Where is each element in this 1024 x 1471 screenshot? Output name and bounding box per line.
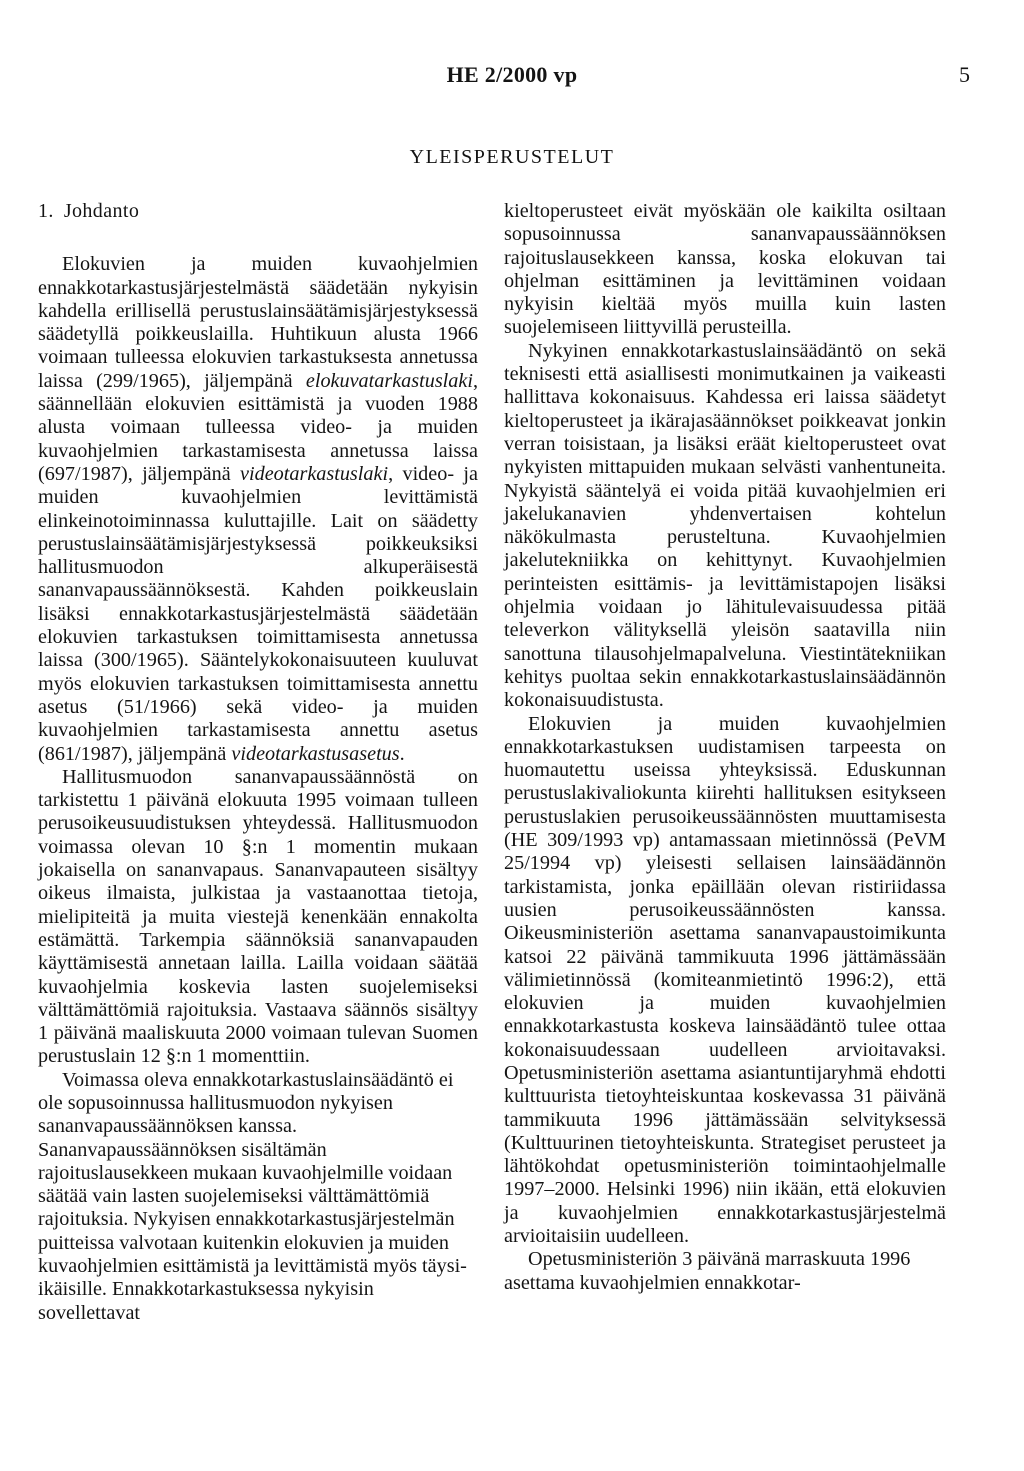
paragraph-text: , video- ja muiden kuvaohjelmien levittämistä elinkeinotoiminnassa kuluttajille. Lait on säädetty perustuslainsäätämisjärjestyksessä poikkeuksiksi hallitusmuodon alkuperäisestä sananvapaussäännöksestä. Kahden poikkeuslain lisäksi ennakkotarkastusjärjestelmästä säädetään elokuvien tarkastuksen toimittamisesta annetussa laissa (300/1965). Sääntelykokonaisuuteen kuuluvat myös elokuvien tarkastuksen toimittamisesta annettu asetus (51/1966) sekä video- ja muiden kuvaohjelmien tarkastamisesta annettu asetus (861/1987), jäljempänä	[38, 462, 478, 765]
defined-term-videotarkastuslaki: videotarkastuslaki	[240, 462, 389, 485]
paragraph-text: , säännellään elokuvien esittämistä ja vuoden 1988 alusta voimaan tulleessa video- ja muiden kuvaohjelmien tarkastamisesta annetussa laissa (697/1987), jäljempänä	[38, 369, 478, 485]
paragraph-uudistaminen: Elokuvien ja muiden kuvaohjelmien ennakkotarkastuksen uudistamisen tarpeesta on huomautettu useissa yhteyksissä. Eduskunnan perustuslakivaliokunta kiirehti hallituksen esitykseen perustuslakien perusoikeussäännösten muuttamisesta (HE 309/1993 vp) antamassaan mietinnössä (PeVM 25/1994 vp) yleisesti sellaisen lainsäädännön tarkistamista, jonka epäillään olevan ristiriidassa uusien perusoikeussäännösten kanssa. Oikeusministeriön asettama sananvapaustoimikunta katsoi 22 päivänä tammikuuta 1996 jättämässään välimietinnössä (komiteanmietintö 1996:2), että elokuvien ja muiden kuvaohjelmien ennakkotarkastusta koskeva lainsäädäntö tulee ottaa kokonaisuudessaan uudelleen arvioitavaksi. Opetusministeriön asettama asiantuntijaryhmä ehdotti kulttuurista tietoyhteiskuntaa koskevassa 31 päivänä tammikuuta 1996 jättämässään selvityksessä (Kulttuurinen tietoyhteiskunta. Strategiset perusteet ja lähtökohdat opetusministeriön toimintaohjelmalle 1997–2000. Helsinki 1996) niin ikään, että elokuvien ja kuvaohjelmien ennakkotarkastusjärjestelmä arvioitaisiin uudelleen.	[504, 712, 946, 1248]
paragraph-text: .	[399, 742, 405, 765]
paragraph-continuation: kieltoperusteet eivät myöskään ole kaikilta osiltaan sopusoinnussa sananvapaussäännöksen rajoituslausekkeen kanssa, koska elokuvan tai ohjelman esittäminen ja levittäminen voidaan nykyisin kieltää myös muilla kuin lasten suojelemiseen liittyvillä perusteilla.	[504, 200, 946, 339]
section-title: YLEISPERUSTELUT	[409, 146, 615, 168]
paragraph-voimassa: Voimassa oleva ennakkotarkastuslainsäädäntö ei ole sopusoinnussa hallitusmuodon nykyisen sananvapaussäännöksen kanssa. Sananvapaussäännöksen sisältämän rajoituslausekkeen mukaan kuvaohjelmille voidaan säätää vain lasten suojelemiseksi välttämättömiä rajoituksia. Nykyisen ennakkotarkastusjärjestelmän puitteissa valvotaan kuitenkin elokuvien ja muiden kuvaohjelmien esittämistä ja levittämistä myös täysi-ikäisille. Ennakkotarkastuksessa nykyisin sovellettavat	[38, 1068, 467, 1324]
defined-term-videotarkastusasetus: videotarkastusasetus	[231, 742, 400, 765]
page-number: 5	[959, 62, 970, 87]
paragraph-text: Elokuvien ja muiden kuvaohjelmien ennakkotarkastusjärjestelmästä säädetään nykyisin kahdella erillisellä perustuslainsäätämisjärjestyksessä säädetyllä poikkeuslailla. Huhtikuun alusta 1966 voimaan tulleessa elokuvien tarkastuksesta annetussa laissa (299/1965), jäljempänä	[38, 253, 478, 392]
chapter-heading	[38, 200, 478, 223]
left-column	[38, 200, 478, 1325]
paragraph-opetusministerio: Opetusministeriön 3 päivänä marraskuuta 1996 asettama kuvaohjelmien ennakkotar-	[504, 1248, 911, 1294]
document-identifier: HE 2/2000 vp	[446, 62, 578, 87]
defined-term-elokuvatarkastuslaki: elokuvatarkastuslaki	[305, 369, 473, 392]
paragraph-intro	[38, 253, 478, 766]
running-header	[0, 62, 1024, 92]
chapter-title: Johdanto	[63, 200, 140, 222]
chapter-number: 1.	[38, 200, 54, 222]
right-column	[504, 200, 946, 1295]
paragraph-hallitusmuoto: Hallitusmuodon sananvapaussäännöstä on tarkistettu 1 päivänä elokuuta 1995 voimaan tulleen perusoikeusuudistuksen yhteydessä. Hallitusmuodon voimassa olevan 10 §:n 1 momentin mukaan jokaisella on sananvapaus. Sananvapauteen sisältyy oikeus ilmaista, julkistaa ja vastaanottaa tietoja, mielipiteitä ja muita viestejä kenenkään ennakolta estämättä. Tarkempia säännöksiä sananvapauden käyttämisestä annetaan lailla. Lailla voidaan säätää kuvaohjelmia koskevia lasten suojelemiseksi välttämättömiä rajoituksia. Vastaava säännös sisältyy 1 päivänä maaliskuuta 2000 voimaan tulevan Suomen perustuslain 12 §:n 1 momenttiin.	[38, 765, 478, 1068]
paragraph-nykyinen: Nykyinen ennakkotarkastuslainsäädäntö on sekä teknisesti että asiallisesti monimutkainen ja vaikeasti hallittava kokonaisuus. Kahdessa eri laissa säädetyt kieltoperusteet ja ikärajasäännökset poikkeavat jonkin verran toisistaan, ja lisäksi eräät kieltoperusteet ovat nykyisten mittapuiden mukaan selvästi vanhentuneita. Nykyistä sääntelyä ei voida pitää kuvaohjelmien eri jakelukanavien yhdenvertaisen kohtelun näkökulmasta perusteltuna. Kuvaohjelmien jakelutekniikka on kehittynyt. Kuvaohjelmien perinteisten esittämis- ja levittämistapojen lisäksi ohjelmia voidaan jo lähitulevaisuudessa pitää televerkon välityksellä yleisön saatavilla niin sanottuna tilausohjelmapalveluna. Viestintätekniikan kehitys puoltaa sekin ennakkotarkastuslainsäädännön kokonaisuudistusta.	[504, 339, 946, 712]
